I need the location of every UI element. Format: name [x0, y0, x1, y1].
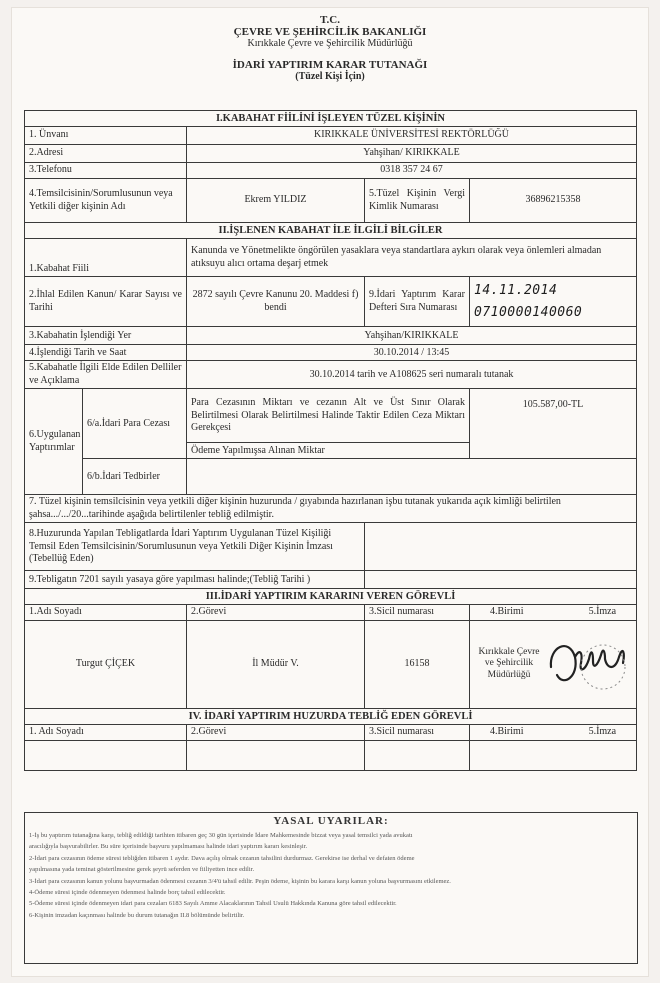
vergi-label: 5.Tüzel Kişinin Vergi Kimlik Numarası — [365, 179, 470, 223]
item7-text: 7. Tüzel kişinin temsilcisinin veya yetkili diğer kişinin huzurunda / gıyabında hazırlanan işbu tutanak yukarıda açık kimliği belirtilen şahsa.../.../20...tarihinde aşağıda belirtilenler tebliğ edilmiştir. — [25, 495, 637, 523]
s4-header-adi: 1. Adı Soyadı — [25, 725, 187, 741]
vergi-value: 36896215358 — [470, 179, 637, 223]
header-directorate: Kırıkkale Çevre ve Şehircilik Müdürlüğü — [247, 38, 413, 49]
item8-value — [365, 523, 637, 571]
tarih-value: 30.10.2014 / 13:45 — [187, 345, 637, 361]
s3-birimi: Kırıkkale Çevre ve Şehircilik Müdürlüğü — [478, 646, 540, 681]
legal-p1: 1-İş bu yaptırım tutanağına karşı, tebliğ edildiği tarihten itibaren geç 30 gün içerisinde İdare Mahkemesinde bizzat veya yasal temsilci yada avukatı — [29, 832, 413, 839]
handwritten-date: 14.11.2014 — [474, 282, 558, 298]
fiil-value: Kanunda ve Yönetmelikte öngörülen yasaklara veya standartlara aykırı olarak veya önlemleri almadan atıksuyu alıcı ortama deşarj etmek — [187, 239, 637, 277]
para-desc: Para Cezasının Miktarı ve cezanın Alt ve Üst Sınır Olarak Belirtilmesi Olarak Belirtilmesi Halinde Taktir Edilen Ceza Miktarı Gerekçesi — [187, 389, 470, 443]
s4-gorevi — [187, 740, 365, 770]
s4-adi — [25, 740, 187, 770]
signature — [544, 627, 632, 702]
legal-p5: 3-İdari para cezasının kanun yolunu başvurmadan ödenmesi cezanın 3/4'ü tahsil edilir. Peşin ödeme, kişinin bu karara karşı kanun yoluna başvurmasını etkilemez. — [29, 877, 451, 885]
legal-p8: 6-Kişinin imzadan kaçınması halinde bu durum tutanağın II.8 bölümünde belirtilir. — [29, 911, 245, 919]
yer-value: Yahşihan/KIRIKKALE — [187, 327, 637, 345]
telefon-value: 0318 357 24 67 — [187, 163, 637, 179]
s3-header-birimi-imza — [470, 605, 637, 621]
section2-title: II.İŞLENEN KABAHAT İLE İLGİLİ BİLGİLER — [25, 223, 637, 239]
main-form-table — [24, 110, 637, 771]
yer-label: 3.Kabahatin İşlendiği Yer — [25, 327, 187, 345]
legal-warnings — [24, 812, 638, 964]
s3-gorevi: İl Müdür V. — [187, 620, 365, 708]
delil-value: 30.10.2014 tarih ve A108625 seri numaralı tutanak — [187, 361, 637, 389]
document-page — [12, 8, 648, 976]
defter-label: 9.İdari Yaptırım Karar Defteri Sıra Numarası — [365, 277, 470, 327]
legal-p3: 2-İdari para cezasının ödeme süresi tebliğden itibaren 1 aydır. Dava açılış olmak cezanın tahsilini durdurmaz. Gerekirse ise derhal ve defaten ödeme — [29, 854, 415, 862]
s4-birimi-imza — [470, 740, 637, 770]
temsilci-label: 4.Temsilcisinin/Sorumlusunun veya Yetkili diğer kişinin Adı — [25, 179, 187, 223]
s3-header-imza: 5.İmza — [588, 606, 617, 618]
signature-icon — [545, 627, 631, 697]
tedbir-label: 6/b.İdari Tedbirler — [83, 459, 187, 495]
kanun-label: 2.İhlal Edilen Kanun/ Karar Sayısı ve Tarihi — [25, 277, 187, 327]
document-title: İDARİ YAPTIRIM KARAR TUTANAĞI — [232, 59, 428, 71]
legal-p4: yapılmasına yada teminat gösterilmesine gerek şeyrü seferden ve fiiliyetten ince edilir. — [29, 866, 255, 874]
item9-value — [365, 571, 637, 589]
section3-title: III.İDARİ YAPTIRIM KARARINI VEREN GÖREVLİ — [25, 589, 637, 605]
item9-text: 9.Tebligatın 7201 sayılı yasaya göre yapılması halinde;(Tebliğ Tarihi ) — [25, 571, 365, 589]
s3-header-gorevi: 2.Görevi — [187, 605, 365, 621]
legal-p7: 5-Ödeme süresi içinde ödenmeyen idari para cezaları 6183 Sayılı Amme Alacaklarının Tahsil Usulü Hakkında Kanuna göre tahsil edilecektir. — [29, 900, 397, 908]
defter-value — [470, 277, 637, 327]
s3-header-adi: 1.Adı Soyadı — [25, 605, 187, 621]
header-tc: T.C. — [320, 14, 340, 26]
header-ministry: ÇEVRE VE ŞEHİRCİLİK BAKANLIĞI — [233, 26, 427, 38]
adres-label: 2.Adresi — [25, 145, 187, 163]
legal-title: YASAL UYARILAR: — [273, 815, 389, 827]
odeme-label: Ödeme Yapılmışsa Alınan Miktar — [187, 443, 470, 459]
section1-title: I.KABAHAT FİİLİNİ İŞLEYEN TÜZEL KİŞİNİN — [25, 111, 637, 127]
handwritten-number: 0710000140060 — [474, 304, 583, 320]
s4-sicil — [365, 740, 470, 770]
fiil-label: 1.Kabahat Fiili — [25, 239, 187, 277]
tarih-label: 4.İşlendiği Tarih ve Saat — [25, 345, 187, 361]
s3-sicil: 16158 — [365, 620, 470, 708]
s4-header-gorevi: 2.Görevi — [187, 725, 365, 741]
uygulanan-label: 6.Uygulanan Yaptırımlar — [25, 389, 83, 495]
legal-p2: aracılığıyla başvurabilirler. Bu süre içerisinde başvuru yapılmaması halinde idari yaptırım kararı kesinleşir. — [29, 843, 308, 851]
unvani-label: 1. Ünvanı — [25, 127, 187, 145]
section4-title: IV. İDARİ YAPTIRIM HUZURDA TEBLİĞ EDEN GÖREVLİ — [25, 708, 637, 724]
s3-header-birimi: 4.Birimi — [489, 606, 524, 618]
item8-text: 8.Huzurunda Yapılan Tebligatlarda İdari Yaptırım Uygulanan Tüzel Kişiliği Temsil Eden Temsilcisinin/Sorumlusunun veya Yetkili Diğer Kişinin İmzası (Tebellüğ Eden) — [25, 523, 365, 571]
s4-header-imza: 5.İmza — [588, 726, 617, 737]
unvani-value: KIRIKKALE ÜNİVERSİTESİ REKTÖRLÜĞÜ — [187, 127, 637, 145]
temsilci-value: Ekrem YILDIZ — [187, 179, 365, 223]
s3-birimi-imza — [470, 620, 637, 708]
delil-label: 5.Kabahatle İlgili Elde Edilen Delliler ve Açıklama — [25, 361, 187, 389]
s3-adi: Turgut ÇİÇEK — [25, 620, 187, 708]
document-subtitle: (Tüzel Kişi İçin) — [295, 71, 365, 82]
adres-value: Yahşihan/ KIRIKKALE — [187, 145, 637, 163]
para-label: 6/a.İdari Para Cezası — [83, 389, 187, 459]
telefon-label: 3.Telefonu — [25, 163, 187, 179]
kanun-value: 2872 sayılı Çevre Kanunu 20. Maddesi f) bendi — [187, 277, 365, 327]
s4-header-birimi: 4.Birimi — [489, 726, 524, 737]
s3-header-sicil: 3.Sicil numarası — [365, 605, 470, 621]
tedbir-value — [187, 459, 637, 495]
s4-header-sicil: 3.Sicil numarası — [365, 725, 470, 741]
legal-p6: 4-Ödeme süresi içinde ödenmeyen ödenmesi halinde borç tahsil edilecektir. — [29, 888, 226, 896]
s4-header-birimi-imza — [470, 725, 637, 741]
para-value: 105.587,00-TL — [470, 389, 637, 459]
document-header — [12, 14, 648, 82]
